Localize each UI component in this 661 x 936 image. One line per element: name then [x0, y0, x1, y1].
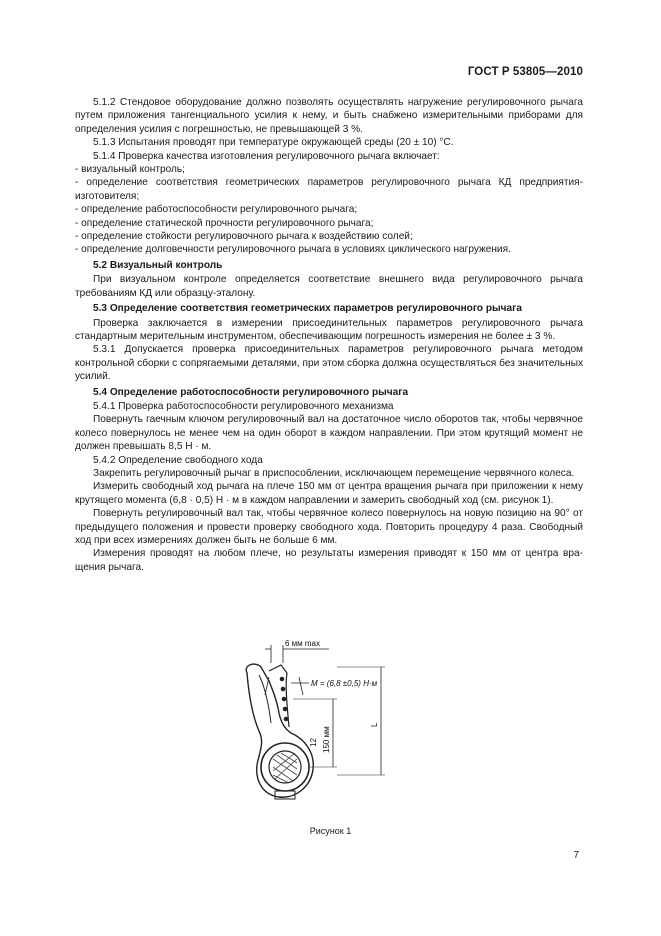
lever-outline — [246, 664, 313, 797]
figure-1-lever-drawing — [225, 635, 395, 815]
document-header: ГОСТ Р 53805—2010 — [467, 66, 583, 78]
section-heading-5-3: 5.3 Определение соответствия геометрических параметров регулировочного рычага — [93, 303, 522, 315]
arm-hole — [280, 677, 285, 682]
section-heading-5-2: 5.2 Визуальный контроль — [93, 259, 223, 271]
list-item: - определение стойкости регулировочного рычага к воздействию солей; — [75, 231, 413, 243]
arm-hole — [284, 717, 289, 722]
paragraph-5-4-2-c: Повернуть регулировочный вал так, чтобы червячное колесо повернулось на новую позицию на 90° от предыдущего положения и провести проверку свободного хода. Повторить процедуру 4 раза. Свободный ход при всех измерениях должен быть не больше 6 мм. — [75, 508, 583, 546]
document-body — [75, 96, 583, 574]
label-marker: 12 — [309, 738, 318, 747]
list-item: - визуальный контроль; — [75, 164, 185, 176]
arm-hole — [282, 697, 287, 702]
paragraph-5-4-1: 5.4.1 Проверка работоспособности регулировочного механизма — [93, 400, 394, 412]
label-6mm-max: 6 мм max — [285, 639, 321, 648]
paragraph-5-2: При визуальном контроле определяется соответствие внешнего вида регулировочного рычага требованиям КД или образцу-эталону. — [75, 274, 583, 299]
paragraph-5-1-3: 5.1.3 Испытания проводят при температуре окружающей среды (20 ± 10) °С. — [93, 137, 454, 149]
figure-caption: Рисунок 1 — [309, 826, 352, 836]
arm-hole — [281, 687, 286, 692]
label-moment: M = (6,8 ±0,5) Н·м — [311, 679, 378, 688]
paragraph-5-4-2-d: Измерения проводят на любом плече, но результаты измерения приводят к 150 мм от центра вращения рычага. — [75, 548, 583, 573]
paragraph-5-3: Проверка заключается в измерении присоединительных параметров регулировочного рычага стандартным мерительным инструментом, обеспечивающим погрешность измерения не более ± 3 %. — [75, 317, 583, 342]
paragraph-5-4-2: 5.4.2 Определение свободного хода — [93, 454, 263, 466]
force-arrow — [299, 677, 303, 695]
paragraph-5-3-1: 5.3.1 Допускается проверка присоединительных параметров регулировочного рычага методом контрольной сборки с сопрягаемыми деталями, при этом сборка должна осуществляться без значительных усилий. — [75, 344, 583, 383]
list-item: - определение работоспособности регулировочного рычага; — [75, 204, 358, 216]
paragraph-5-4-2-a: Закрепить регулировочный рычаг в приспособлении, исключающем перемещение червячного колеса. — [93, 467, 575, 479]
paragraph-5-1-2: 5.1.2 Стендовое оборудование должно позволять осуществлять нагружение регулировочного рычага путем приложения тангенциального усилия к нему, и быть снабжено измерительными приборами для определения усилия с погрешностью, не превышающей 3 %. — [75, 97, 583, 135]
list-item: - определение соответствия геометрических параметров регулировочного рычага КД предприятия-изготовителя; — [75, 177, 583, 202]
list-item: - определение долговечности регулировочного рычага в условиях циклического нагружения. — [75, 244, 511, 256]
section-heading-5-4: 5.4 Определение работоспособности регулировочного рычага — [93, 386, 409, 398]
paragraph-5-4-1-body: Повернуть гаечным ключом регулировочный вал на достаточное число оборотов так, чтобы червячное колесо повернулось не менее чем на один оборот в каждом направлении. При этом крутящий момент не должен превышать 8,5 Н · м. — [75, 414, 583, 453]
page-number: 7 — [573, 850, 579, 861]
spline-hatch — [273, 753, 297, 783]
arm-hole — [283, 707, 288, 712]
label-L: L — [370, 722, 379, 727]
list-item: - определение статической прочности регулировочного рычага; — [75, 217, 374, 229]
paragraph-5-4-2-b: Измерить свободный ход рычага на плече 150 мм от центра вращения рычага при приложении к нему крутящего момента (6,8 · 0,5) Н · м в каждом направлении и замерить свободный ход (см. рисунок 1). — [75, 481, 583, 506]
lever-diagram — [225, 635, 395, 815]
label-150mm: 150 мм — [322, 726, 331, 753]
force-arrow — [265, 677, 269, 695]
paragraph-5-1-4: 5.1.4 Проверка качества изготовления регулировочного рычага включает: — [93, 150, 440, 162]
